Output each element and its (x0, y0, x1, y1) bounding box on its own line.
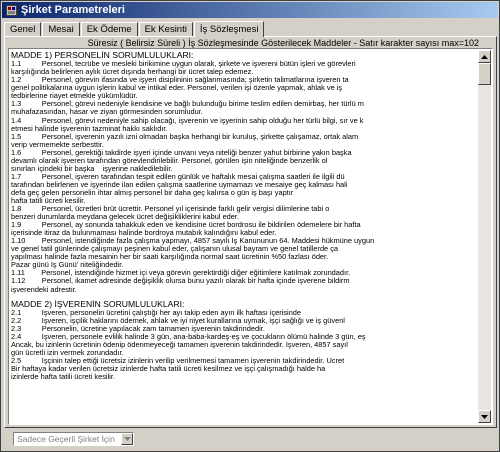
dropdown-arrow-button[interactable] (121, 433, 133, 445)
contract-line: devamlı olarak işveren tarafından görevlendirilebilir. Personel, görülen işin niteliğinde benzerlik ol (11, 156, 328, 165)
contract-line: 1.3 Personel, görevi nedeniyle kendisine ve bağlı bulunduğu birime teslim edilen demirbaş, her türlü m (11, 100, 364, 109)
tab-strip (4, 20, 265, 36)
contract-line: gün ücretli izin vermek zorundadır. (11, 349, 124, 357)
scroll-thumb[interactable] (478, 63, 491, 85)
contract-line: 1.2 Personel, görevin ifasında ve işyeri disiplininin sağlanmasında; şirketin talimatlarına işveren ta (11, 76, 349, 85)
scroll-up-arrow-icon (481, 55, 488, 59)
contract-line: 1.8 Personel, ücretleri brüt ücrettir. Personel yıl içerisinde farklı gelir vergisi dilimlerine tabi o (11, 205, 330, 214)
contract-line: 1.10 Personel, istendiğinde fazla çalışma yapmayı, 4857 sayılı İş Kanununun 64. Maddesi hükmüne uygun (11, 237, 375, 246)
contract-line: 2.1 İşveren, personelin ücretini çalıştığı her ayı takip eden ayın ilk haftası içerisinde (11, 308, 302, 317)
contract-line: 2.4 İşveren, personele evlilik halinde 3 gün, ana-baba-kardeş-eş ve çocukların ölümü halinde 3 gün, eş (11, 332, 366, 341)
contract-line: yapılması halinde fazla mesainin her bir saati karşılığında normal saat ücretinin %50 fazlası öder. (11, 253, 329, 262)
bottom-bar (4, 429, 497, 450)
contract-line: muhafazasından, hasar ve ziyan görmesinden sorumludur. (11, 108, 203, 117)
contract-line: ve genel tatil günlerinde çalışmayı peşinen kabul eder, çalışanın ulusal bayram ve genel tatillerde ça (11, 245, 339, 254)
contract-line: 1.5 Personel, işverenin yazılı izni olmadan başka herhangi bir kuruluş, şirkette çalışamaz, ortak alam (11, 132, 359, 141)
section-heading: MADDE 1) PERSONELİN SORUMLULUKLARI: (11, 51, 194, 60)
contract-line: karşılığında belirlenen aylık ücret dışında herhangi bir ücret talep edemez. (11, 68, 254, 77)
contract-line: Pazar günü İş Günü' niteliğindedir. (11, 261, 124, 270)
contract-line: 1.4 Personel, görevi nedeniyle sahip olacağı, işverenin ve işyerinin sahip olduğu her türlü bilgi, sır ve k (11, 116, 364, 125)
dropdown-arrow-icon (124, 437, 131, 441)
contract-line: 1.11 Personel, istendiğinde hizmet içi veya görevin gerektirdiği diğer eğitimlere katılmak zorundadır. (11, 269, 351, 278)
contract-line: sınırları içindeki bir başka işyerine nakledilebilir. (11, 164, 173, 173)
contract-line: etmesi halinde işverenin tazminat hakkı saklıdır. (11, 124, 168, 133)
contract-line: işverendeki adrestir. (11, 285, 77, 294)
contract-line: 1.12 Personel, ikamet adresinde değişiklik olursa bunu yazılı olarak bir hafta içinde işverene bildirm (11, 277, 350, 286)
contract-line: 1.7 Personel, işveren tarafından tespit edilen günlük ve haftalık mesai çalışma saatleri ile ilgili dü (11, 172, 345, 181)
contract-line: hafta tatili ücreti kesilir. (11, 197, 86, 205)
contract-panel (4, 36, 497, 428)
contract-line: tedbirlerine riayet etmekle yükümlüdür. (11, 92, 138, 101)
scope-select-value: Sadece Geçerli Şirket İçin (17, 434, 115, 444)
contract-line: tarafından belirlenen ve işyerinde ilan edilen çalışma saatlerine uymamazı ve mesaiye geç kalması hali (11, 180, 348, 189)
tab-genel[interactable]: Genel (4, 22, 41, 36)
tab-mesai[interactable]: Mesai (42, 22, 79, 36)
panel-header: Süresiz ( Belirsiz Süreli ) İş Sözleşmesinde Gösterilecek Maddeler - Satır karakter sayısı max=102 (87, 38, 479, 48)
title-bar[interactable] (2, 2, 498, 18)
contract-line: 2.2 İşveren, işçilik haklarını ödemek, ahlak ve iyi niyet kurallarına uymak, işçi sağlığı ve iş güvenl (11, 316, 345, 325)
contract-line: benzeri durumlarda meydana gelecek ücret değişikliklerini kabul eder. (11, 213, 240, 222)
section-heading: MADDE 2) İŞVERENİN SORUMLULUKLARI: (11, 299, 185, 309)
tab-ek-odeme[interactable]: Ek Ödeme (81, 22, 138, 36)
contract-text-content[interactable] (11, 51, 479, 422)
contract-line: Ancak, bu izinlerin ücretinin ödenip ödenmeyeceği tamamen işverenin takdirindedir. İşveren, 4857 sayıl (11, 340, 348, 349)
tab-ek-kesinti[interactable]: Ek Kesinti (139, 22, 193, 36)
scroll-down-button[interactable] (478, 410, 491, 423)
contract-line: genel politikalarına uygun işlerin kabul ve intikal eder. Personel, verilen işi özenle yapmak, ahlak ve iş (11, 84, 343, 93)
app-icon (5, 4, 17, 16)
scope-select[interactable] (13, 432, 134, 446)
contract-line: 1.9 Personel, ay sonunda tahakkuk eden ve kendisine ücret bordrosu ile bildirilen ödemelere bir hafta (11, 221, 361, 230)
vertical-scrollbar[interactable] (478, 50, 491, 423)
contract-text-area[interactable] (8, 48, 493, 425)
scroll-up-button[interactable] (478, 50, 491, 63)
contract-line: 1.6 Personel, gerektiği takdirde işyeri içinde unvanı veya niteliği benzer yahut birbirine yakın başka (11, 148, 352, 157)
contract-line: defa geç gelen personelin ihtar almış personel bir daha geç kalırsa o gün iş başı yaptır (11, 188, 294, 197)
contract-line: 2.3 Personelin, ücretine yapılacak zam tamamen işverenin takdirindedir. (11, 324, 265, 333)
contract-line: 2.5 İşçinin talep ettiği ücretsiz izinlerin verilip verilmemesi tamamen işverenin takdirindedir. Ücret (11, 357, 345, 366)
contract-line: Bir haftaya kadar verilen ücretsiz izinlerde hafta tatili ücreti kesilmez ve işçi çalışmadığı halde ha (11, 365, 326, 374)
contract-line: verip vermemekte serbesttir. (11, 140, 104, 149)
tab-is-sozlesmesi[interactable]: İş Sözleşmesi (194, 21, 265, 37)
contract-line: içerisinde itiraz da bulunmaması halinde bordroya mutabık kalındığını kabul eder. (11, 229, 277, 238)
contract-line: 1.1 Personel, tecrübe ve mesleki birikimine uygun olarak, şirkete ve işvereni bütün işleri ve görevleri (11, 60, 356, 69)
window-title: Şirket Parametreleri (21, 4, 125, 16)
scroll-down-arrow-icon (481, 415, 488, 419)
contract-line: izinlerde hafta tatili ücreti kesilir. (11, 373, 115, 382)
